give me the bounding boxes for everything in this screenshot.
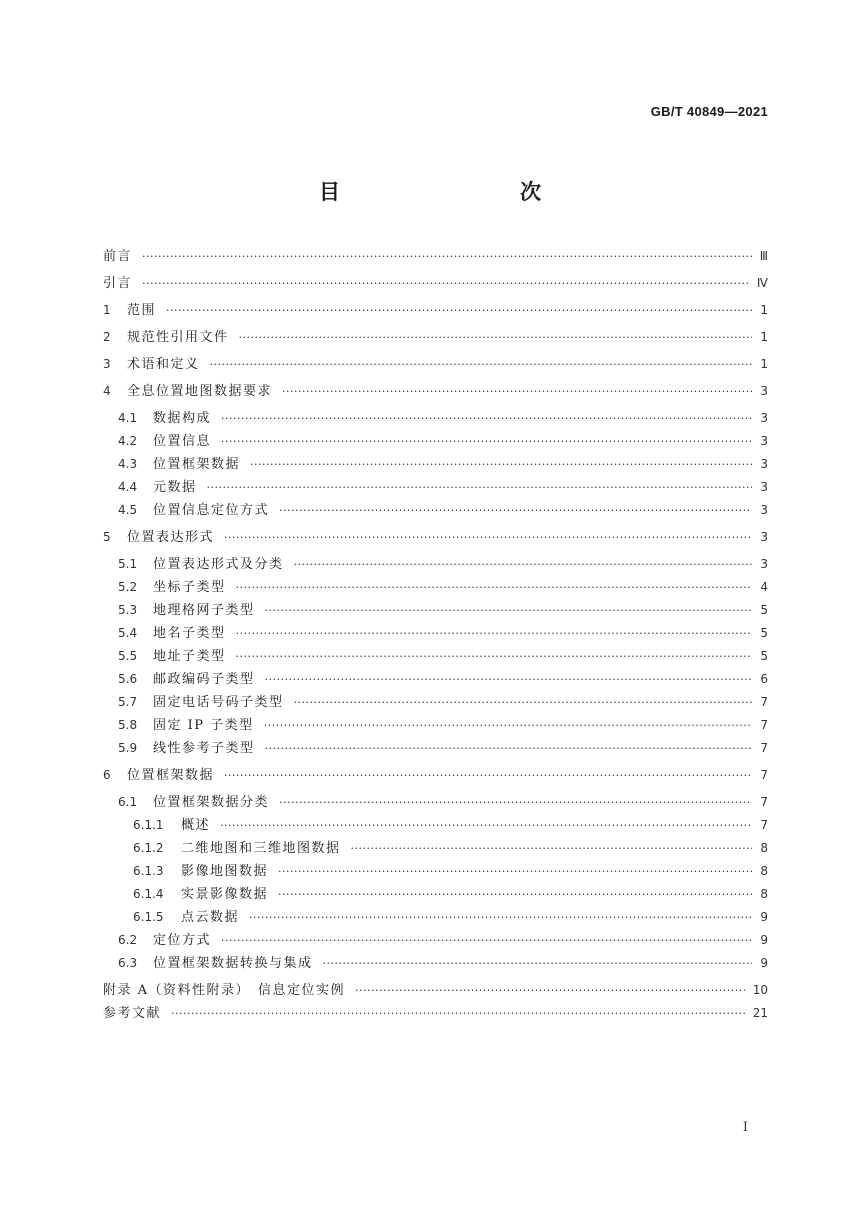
- toc-entry[interactable]: [103, 645, 768, 668]
- toc-entry-title: 位置信息定位方式: [153, 503, 270, 518]
- toc-entry-page: 5: [760, 649, 768, 663]
- toc-entry[interactable]: [103, 499, 768, 522]
- toc-entry[interactable]: [103, 526, 768, 549]
- toc-entry-page: 8: [760, 841, 768, 855]
- toc-entry[interactable]: [103, 272, 768, 295]
- page-number: I: [742, 1120, 748, 1135]
- toc-dot-leader: [142, 250, 752, 263]
- toc-dot-leader: [351, 842, 752, 855]
- toc-entry-number: 6.1.1: [133, 818, 164, 832]
- toc-entry-number: 5.7: [118, 695, 138, 709]
- toc-entry-number: 5.9: [118, 741, 138, 755]
- toc-entry-page: 3: [760, 411, 768, 425]
- toc-entry-title: 位置框架数据: [127, 768, 215, 783]
- toc-entry-title: 概述: [181, 818, 211, 833]
- toc-entry-page: 3: [760, 434, 768, 448]
- toc-entry-number: 5.6: [118, 672, 138, 686]
- toc-entry-page: 7: [760, 795, 768, 809]
- toc-entry-page: Ⅲ: [759, 249, 768, 263]
- toc-entry-page: Ⅳ: [756, 276, 768, 290]
- toc-entry-title: 术语和定义: [127, 357, 200, 372]
- toc-dot-leader: [221, 435, 752, 448]
- toc-entry-number: 2: [103, 330, 111, 344]
- toc-entry-page: 10: [752, 983, 768, 997]
- toc-entry-number: 6.1.5: [133, 910, 164, 924]
- toc-entry-title: 位置框架数据: [153, 457, 241, 472]
- toc-dot-leader: [207, 481, 752, 494]
- table-of-contents: [103, 245, 768, 1025]
- toc-entry-number: 4.1: [118, 411, 138, 425]
- toc-dot-leader: [236, 581, 752, 594]
- toc-dot-leader: [279, 504, 752, 517]
- toc-dot-leader: [355, 984, 745, 997]
- toc-entry-page: 7: [760, 718, 768, 732]
- toc-entry-title: 邮政编码子类型: [153, 672, 255, 687]
- toc-dot-leader: [265, 604, 752, 617]
- toc-entry-title: 二维地图和三维地图数据: [181, 841, 341, 856]
- toc-entry[interactable]: [103, 714, 768, 737]
- toc-entry-number: 4.3: [118, 457, 138, 471]
- toc-entry[interactable]: [103, 929, 768, 952]
- toc-entry-number: 4.5: [118, 503, 138, 517]
- toc-entry-title: 位置表达形式及分类: [153, 557, 284, 572]
- toc-entry-page: 9: [760, 956, 768, 970]
- toc-entry-title: 附录 A（资料性附录） 信息定位实例: [103, 983, 346, 998]
- toc-entry-number: 5.1: [118, 557, 138, 571]
- toc-dot-leader: [265, 673, 752, 686]
- toc-entry-number: 4: [103, 384, 111, 398]
- toc-entry-title: 引言: [103, 276, 133, 291]
- toc-entry[interactable]: [103, 326, 768, 349]
- toc-entry-number: 6.1.2: [133, 841, 164, 855]
- toc-entry[interactable]: [103, 952, 768, 975]
- toc-dot-leader: [166, 304, 752, 317]
- toc-entry-page: 1: [760, 303, 768, 317]
- toc-dot-leader: [250, 458, 752, 471]
- toc-entry-page: 7: [760, 818, 768, 832]
- toc-entry-page: 4: [760, 580, 768, 594]
- toc-entry[interactable]: [103, 576, 768, 599]
- toc-entry-number: 5.4: [118, 626, 138, 640]
- toc-entry-number: 6.2: [118, 933, 138, 947]
- toc-entry[interactable]: [103, 691, 768, 714]
- toc-entry-number: 5.3: [118, 603, 138, 617]
- toc-entry[interactable]: [103, 453, 768, 476]
- toc-entry-title: 位置信息: [153, 434, 212, 449]
- toc-entry-page: 5: [760, 603, 768, 617]
- toc-entry[interactable]: [103, 299, 768, 322]
- toc-dot-leader: [323, 957, 752, 970]
- toc-entry[interactable]: [103, 737, 768, 760]
- toc-entry-title: 点云数据: [181, 910, 240, 925]
- toc-entry-page: 3: [760, 503, 768, 517]
- toc-entry-page: 3: [760, 480, 768, 494]
- toc-entry-title: 前言: [103, 249, 133, 264]
- toc-dot-leader: [236, 650, 752, 663]
- toc-entry[interactable]: [103, 860, 768, 883]
- toc-entry-number: 1: [103, 303, 111, 317]
- toc-entry-number: 5.8: [118, 718, 138, 732]
- toc-entry-page: 3: [760, 457, 768, 471]
- toc-entry-number: 5.2: [118, 580, 138, 594]
- toc-entry[interactable]: [103, 668, 768, 691]
- toc-entry-number: 6.1.4: [133, 887, 164, 901]
- toc-entry-title: 实景影像数据: [181, 887, 269, 902]
- toc-dot-leader: [171, 1007, 745, 1020]
- toc-dot-leader: [279, 796, 752, 809]
- toc-dot-leader: [278, 865, 752, 878]
- toc-entry[interactable]: [103, 430, 768, 453]
- toc-entry-title: 线性参考子类型: [153, 741, 255, 756]
- toc-entry-number: 6.1: [118, 795, 138, 809]
- toc-entry-page: 1: [760, 357, 768, 371]
- toc-entry-page: 3: [760, 530, 768, 544]
- toc-entry-page: 7: [760, 695, 768, 709]
- toc-entry-page: 6: [760, 672, 768, 686]
- toc-entry-page: 21: [752, 1006, 768, 1020]
- toc-entry-title: 范围: [127, 303, 157, 318]
- toc-dot-leader: [210, 358, 752, 371]
- toc-entry-title: 数据构成: [153, 411, 212, 426]
- toc-entry-page: 7: [760, 768, 768, 782]
- toc-entry-title: 地址子类型: [153, 649, 226, 664]
- toc-entry-title: 元数据: [153, 480, 197, 495]
- toc-dot-leader: [249, 911, 752, 924]
- toc-dot-leader: [264, 719, 752, 732]
- toc-dot-leader: [224, 769, 752, 782]
- toc-entry[interactable]: [103, 476, 768, 499]
- toc-entry-page: 1: [760, 330, 768, 344]
- toc-dot-leader: [221, 934, 752, 947]
- toc-entry-number: 4.4: [118, 480, 138, 494]
- toc-entry-title: 全息位置地图数据要求: [127, 384, 273, 399]
- toc-entry[interactable]: [103, 599, 768, 622]
- toc-entry-page: 3: [760, 384, 768, 398]
- toc-entry[interactable]: [103, 380, 768, 403]
- toc-entry-title: 地理格网子类型: [153, 603, 255, 618]
- toc-dot-leader: [278, 888, 752, 901]
- toc-entry[interactable]: [103, 245, 768, 268]
- toc-entry-title: 坐标子类型: [153, 580, 226, 595]
- toc-entry-title: 固定电话号码子类型: [153, 695, 284, 710]
- toc-entry-title: 地名子类型: [153, 626, 226, 641]
- toc-entry-number: 5.5: [118, 649, 138, 663]
- toc-entry-page: 8: [760, 887, 768, 901]
- toc-entry-page: 7: [760, 741, 768, 755]
- toc-dot-leader: [224, 531, 752, 544]
- toc-entry[interactable]: [103, 906, 768, 929]
- toc-entry-title: 位置框架数据分类: [153, 795, 270, 810]
- toc-dot-leader: [142, 277, 749, 290]
- toc-entry[interactable]: [103, 979, 768, 1002]
- toc-dot-leader: [294, 558, 752, 571]
- toc-entry-number: 6: [103, 768, 111, 782]
- toc-entry[interactable]: [103, 837, 768, 860]
- toc-entry-number: 6.1.3: [133, 864, 164, 878]
- toc-dot-leader: [221, 412, 752, 425]
- toc-entry-title: 位置表达形式: [127, 530, 215, 545]
- toc-dot-leader: [282, 385, 752, 398]
- toc-entry[interactable]: [103, 814, 768, 837]
- toc-dot-leader: [265, 742, 752, 755]
- toc-dot-leader: [236, 627, 752, 640]
- toc-entry[interactable]: [103, 1002, 768, 1025]
- toc-entry-page: 9: [760, 933, 768, 947]
- toc-dot-leader: [239, 331, 752, 344]
- toc-entry[interactable]: [103, 883, 768, 906]
- standard-code: GB/T 40849—2021: [650, 104, 768, 119]
- toc-entry[interactable]: [103, 407, 768, 430]
- toc-entry-number: 6.3: [118, 956, 138, 970]
- toc-entry-title: 影像地图数据: [181, 864, 269, 879]
- toc-entry[interactable]: [103, 553, 768, 576]
- toc-entry-title: 规范性引用文件: [127, 330, 229, 345]
- toc-dot-leader: [220, 819, 752, 832]
- toc-entry[interactable]: [103, 764, 768, 787]
- toc-entry-page: 9: [760, 910, 768, 924]
- toc-entry[interactable]: [103, 622, 768, 645]
- toc-entry-page: 3: [760, 557, 768, 571]
- toc-entry-number: 5: [103, 530, 111, 544]
- toc-entry-page: 8: [760, 864, 768, 878]
- toc-dot-leader: [294, 696, 752, 709]
- page-title: 目 次: [319, 179, 587, 204]
- toc-entry-title: 固定 IP 子类型: [153, 718, 254, 733]
- toc-entry-number: 3: [103, 357, 111, 371]
- toc-entry[interactable]: [103, 791, 768, 814]
- toc-entry-title: 参考文献: [103, 1006, 162, 1021]
- toc-entry[interactable]: [103, 353, 768, 376]
- toc-entry-title: 位置框架数据转换与集成: [153, 956, 313, 971]
- toc-entry-number: 4.2: [118, 434, 138, 448]
- toc-entry-page: 5: [760, 626, 768, 640]
- toc-entry-title: 定位方式: [153, 933, 212, 948]
